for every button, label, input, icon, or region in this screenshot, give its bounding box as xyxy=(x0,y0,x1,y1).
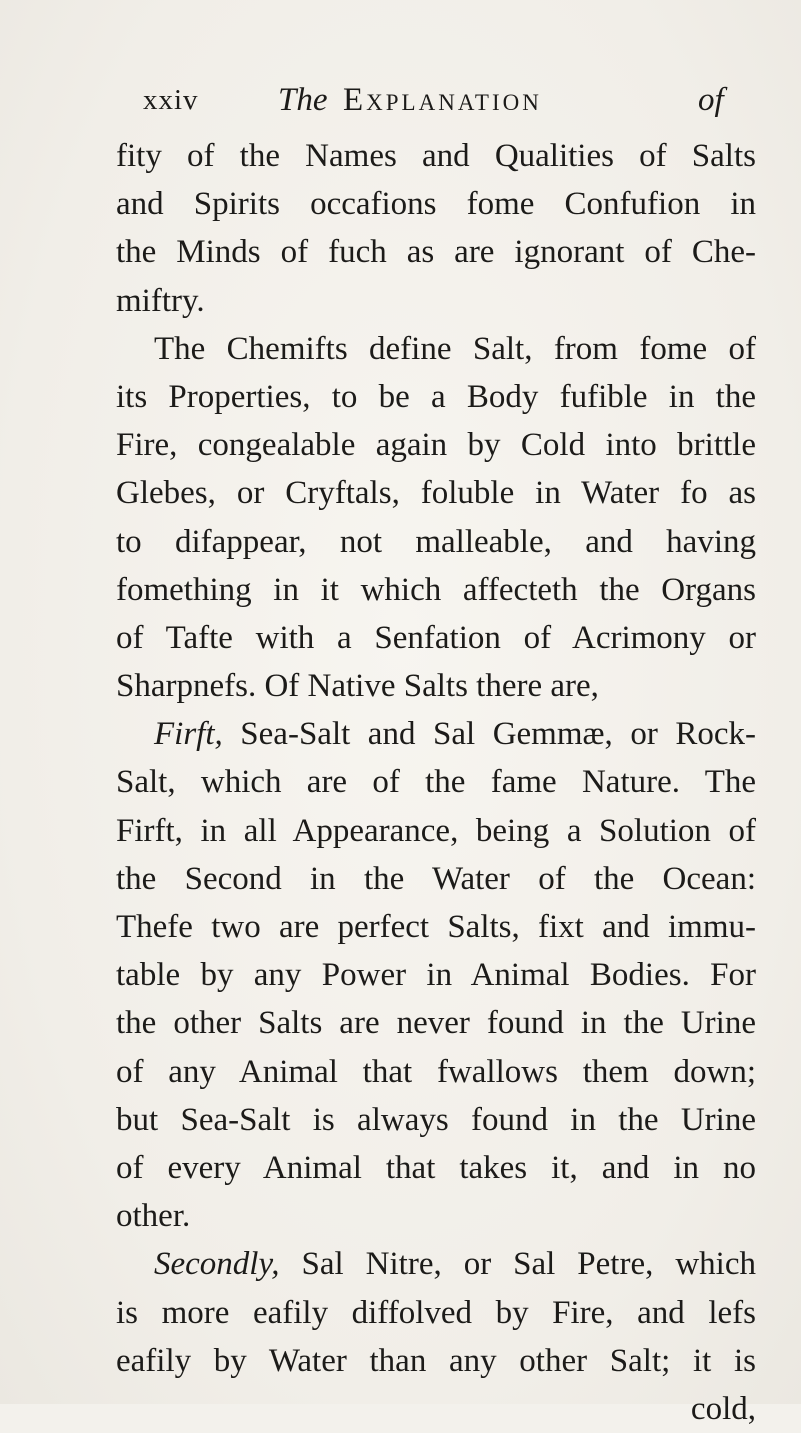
body-text xyxy=(116,132,756,1433)
text-line: other. xyxy=(116,1198,191,1235)
text-line: the Second in the Water of the Ocean: xyxy=(116,860,756,897)
header-title: Explanation xyxy=(343,82,542,118)
text-line: The Chemifts define Salt, from fome of xyxy=(154,330,756,367)
text-line: table by any Power in Animal Bodies. For xyxy=(116,957,756,994)
header-preposition: of xyxy=(698,82,724,118)
text-line: its Properties, to be a Body fufible in the xyxy=(116,378,756,415)
text-line: Glebes, or Cryftals, foluble in Water fo as xyxy=(116,475,756,512)
text-line: Thefe two are perfect Salts, fixt and immu- xyxy=(116,909,756,945)
italic-lead: Secondly, xyxy=(154,1246,280,1283)
catchword: cold, xyxy=(690,1390,756,1427)
text-line: the other Salts are never found in the Urine xyxy=(116,1005,756,1042)
text-line: is more eafily diffolved by Fire, and lefs xyxy=(116,1294,756,1331)
text-line: of every Animal that takes it, and in no xyxy=(116,1149,756,1186)
text-line: Salt, which are of the fame Nature. The xyxy=(116,764,756,801)
text-line: Secondly, Sal Nitre, or Sal Petre, which xyxy=(154,1246,756,1283)
running-header xyxy=(143,78,743,122)
text-line: Sharpnefs. Of Native Salts there are, xyxy=(116,668,599,705)
text-line: Fire, congealable again by Cold into brittle xyxy=(116,427,756,464)
text-line: but Sea-Salt is always found in the Urine xyxy=(116,1101,756,1138)
text-line: of any Animal that fwallows them down; xyxy=(116,1053,756,1090)
text-line: Firft, Sea-Salt and Sal Gemmæ, or Rock- xyxy=(154,716,756,753)
text-line: and Spirits occafions fome Confufion in xyxy=(116,186,756,223)
header-article: The xyxy=(278,82,328,118)
text-line: Firft, in all Appearance, being a Solution of xyxy=(116,812,756,849)
text-line: the Minds of fuch as are ignorant of Che- xyxy=(116,234,756,271)
text-line: fomething in it which affecteth the Organs xyxy=(116,571,756,608)
italic-lead: Firft, xyxy=(154,716,223,753)
page-number: xxiv xyxy=(143,84,199,116)
text-line: of Tafte with a Senfation of Acrimony or xyxy=(116,619,756,656)
text-line: eafily by Water than any other Salt; it is xyxy=(116,1342,756,1379)
text-line: miftry. xyxy=(116,282,205,319)
text-line: to difappear, not malleable, and having xyxy=(116,523,756,560)
text-line: fity of the Names and Qualities of Salts xyxy=(116,138,756,174)
